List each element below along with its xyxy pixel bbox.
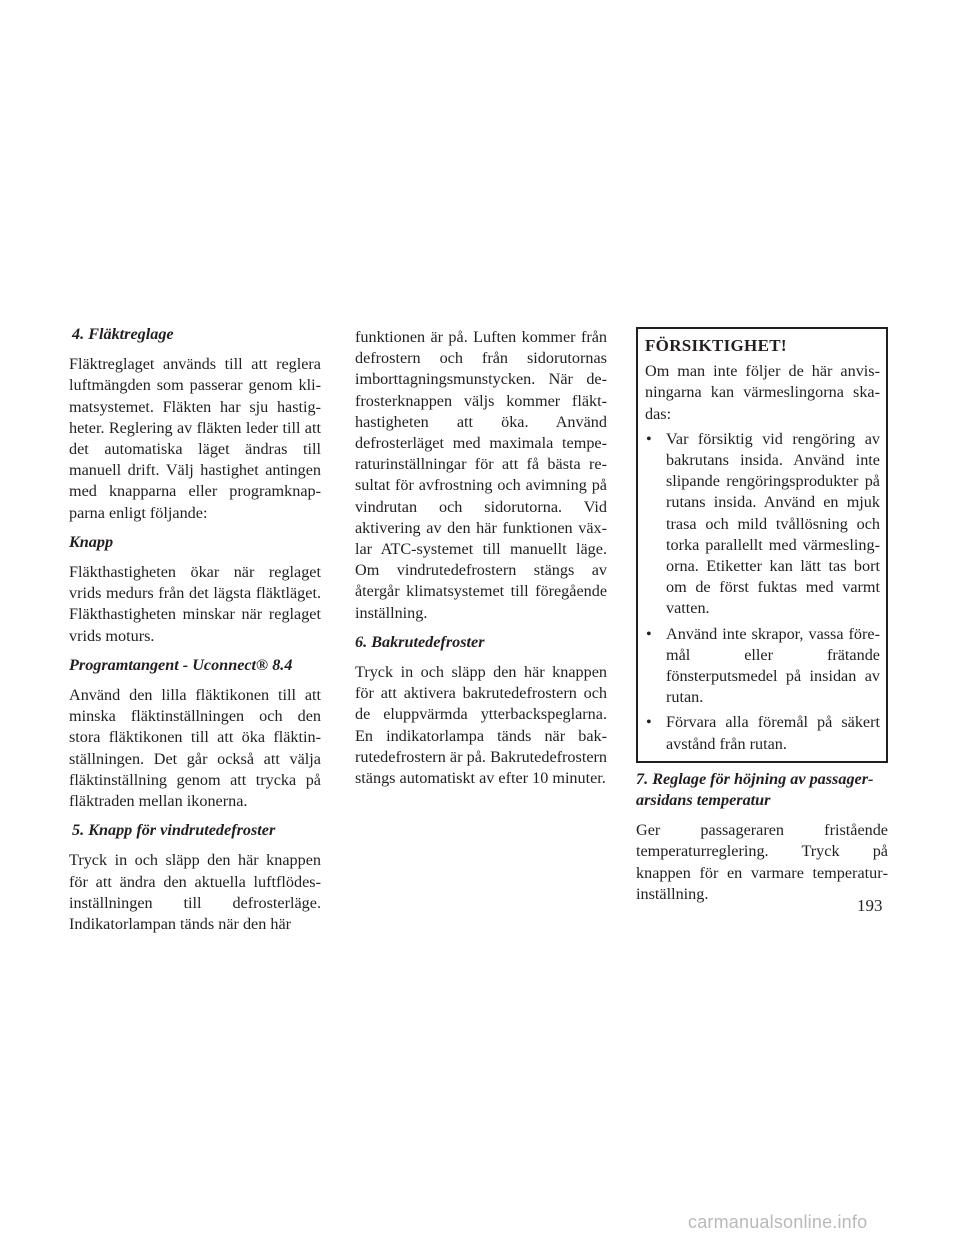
- section-heading-passenger-temp: 7. Reglage för höjning av passagerarsidans temperatur: [636, 769, 874, 810]
- bullet-icon: •: [646, 713, 652, 732]
- bullet-icon: •: [646, 624, 652, 643]
- rear-defrost-paragraph: Tryck in och släpp den här knappen för att aktivera bakrutedefrostern och de eluppvärmda ytterbackspeglarna. En indikatorlampa tänds när bakrutedefrostern är på. Bakrutedefrostern stängs automatiskt av efter 10 minuter.: [355, 663, 607, 788]
- section-heading-rear-defrost: 6. Bakrutedefroster: [355, 632, 485, 651]
- column-left: [69, 324, 321, 943]
- caution-item-text: Var försiktig vid rengöring av bakrutans insida. Använd inte slipande rengöringsprodukter på rutans insida. Använd en mjuk trasa och mild tvållösning och torka parallellt med värmeslingorna. Etiketter kan lätt tas bort om de först fuktas med varmt vatten.: [666, 429, 880, 618]
- caution-title: FÖRSIKTIGHET!: [645, 336, 787, 355]
- caution-intro: Om man inte följer de här anvisningarna kan värmeslingorna skadas:: [645, 362, 880, 423]
- page-number: 193: [857, 896, 883, 915]
- defrost-continued-paragraph: funktionen är på. Luften kommer från defrostern och från sidorutornas imborttagningsmunstycken. När defrosterknappen väljs kommer fläkthastigheten att öka. Använd defrosterläget med maximala temperaturinställningar för att få bästa resultat för avfrostning och avimning på vindrutan och sidorutorna. Vid aktivering av den här funktionen växlar ATC-systemet till manuellt läge. Om vindrutedefrostern stängs av återgår klimatsystemet till föregående inställning.: [355, 328, 607, 622]
- column-middle: [355, 327, 607, 797]
- programtangent-paragraph: Använd den lilla fläktikonen till att minska fläktinställningen och den stora fläktikonen till att öka fläktinställningen. Det går också att välja fläktinställning genom att trycka på fläktraden mellan ikonerna.: [69, 686, 321, 811]
- caution-list-item: [645, 429, 880, 620]
- caution-list-item: [645, 712, 880, 754]
- section-heading-fan-control: 4. Fläktreglage: [72, 325, 174, 343]
- caution-box: [636, 327, 888, 763]
- caution-list-item: [645, 624, 880, 709]
- knapp-paragraph: Fläkthastigheten ökar när reglaget vrids medurs från det lägsta fläktläget. Fläkthastigheten minskar när reglaget vrids moturs.: [69, 563, 321, 645]
- caution-item-text: Förvara alla föremål på säkert avstånd från rutan.: [666, 713, 880, 753]
- watermark: carmanualsonline.info: [688, 1212, 868, 1232]
- windshield-defrost-paragraph: Tryck in och släpp den här knappen för att ändra den aktuella luftflödesinställningen till defrosterläge. Indikatorlampan tänds när den här: [69, 851, 321, 934]
- caution-list: [645, 429, 880, 755]
- subheading-programtangent: Programtangent - Uconnect® 8.4: [69, 655, 293, 674]
- column-right: [636, 327, 888, 913]
- bullet-icon: •: [646, 429, 652, 448]
- passenger-temp-paragraph: Ger passageraren fristående temperaturreglering. Tryck på knappen för en varmare temperaturinställning.: [636, 821, 888, 903]
- fan-control-paragraph: Fläktreglaget används till att reglera luftmängden som passerar genom klimatsystemet. Fläkten har sju hastigheter. Reglering av fläkten leder till att det automatiska läget ändras till manuell drift. Välj hastighet antingen med knapparna eller programknapparna enligt följande:: [69, 355, 321, 522]
- subheading-knapp: Knapp: [69, 532, 114, 551]
- caution-item-text: Använd inte skrapor, vassa föremål eller frätande fönsterputsmedel på insidan av rutan.: [666, 624, 880, 707]
- section-heading-windshield-defrost: 5. Knapp för vindrutedefroster: [72, 821, 276, 840]
